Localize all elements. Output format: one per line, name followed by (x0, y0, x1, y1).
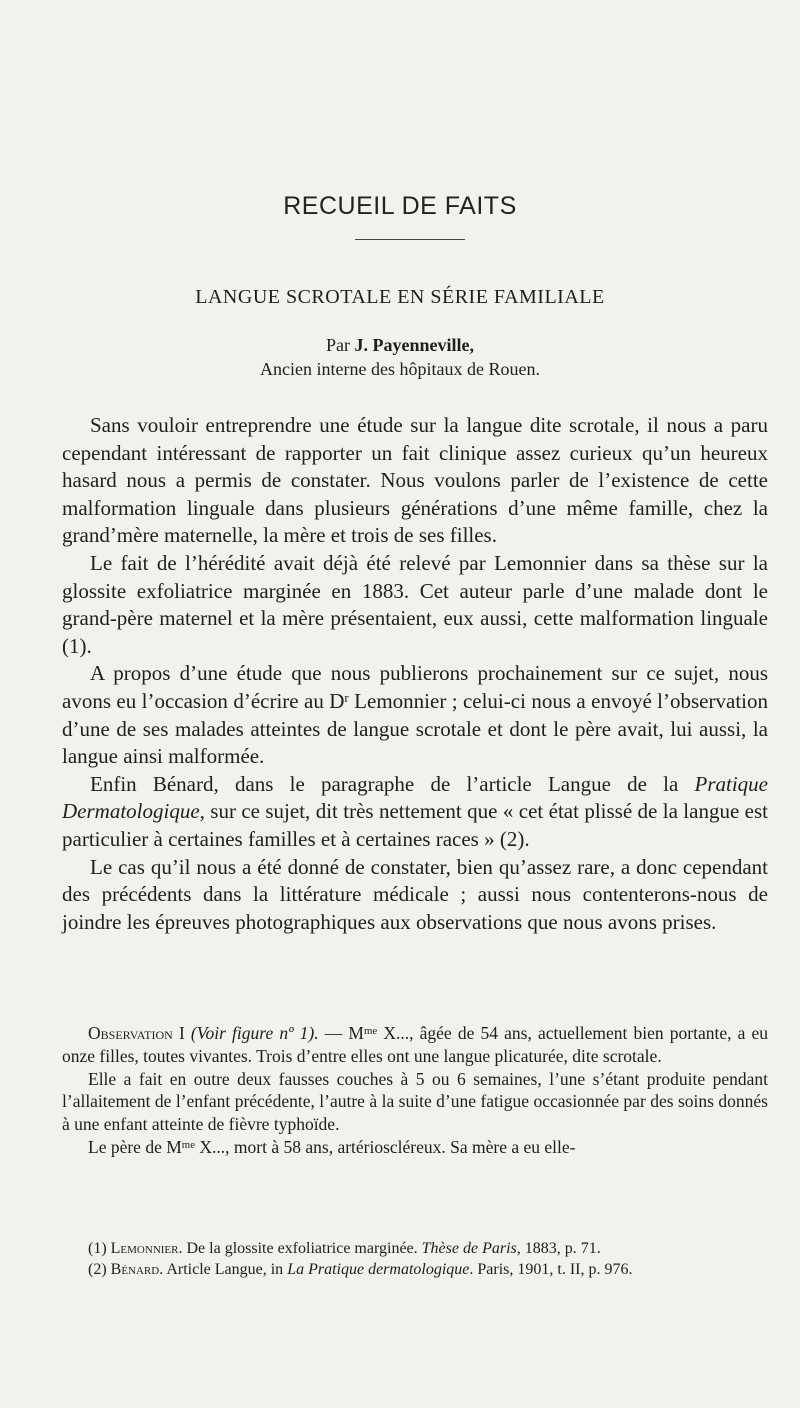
observation-paragraph-3 (62, 1136, 768, 1159)
footnote-2-number: (2) (88, 1261, 107, 1278)
by-prefix: Par (326, 335, 350, 355)
paragraph-3-text-end: Lemonnier ; celui-ci nous a envoyé l’observation d’une de ses malades atteintes de langue scrotale et dont le père avait, lui aussi, la langue ainsi malformée. (62, 688, 768, 769)
observation-3-text: Le père de M (88, 1136, 182, 1157)
observation-label: Observation I (88, 1023, 185, 1043)
title-divider (355, 239, 465, 240)
observation-paragraph-1 (62, 1022, 768, 1068)
footnote-1 (62, 1238, 768, 1259)
observation-section (62, 1022, 768, 1159)
footnote-2-title: La Pratique dermatologique (287, 1261, 470, 1278)
observation-text-end: X..., âgée de 54 ans, actuellement bien portante, a eu onze filles, toutes vivantes. Trois d’entre elles ont une langue plicaturée, dite scrotale. (62, 1023, 769, 1066)
article-body (62, 412, 768, 936)
doctor-superscript: r (344, 690, 349, 706)
author-line (0, 333, 800, 357)
paragraph-3-text: A propos d’une étude que nous publierons prochainement sur ce sujet, nous avons eu l’occasion d’écrire au D (62, 661, 768, 713)
footnote-1-end: , 1883, p. 71. (516, 1240, 601, 1257)
paragraph-3 (62, 660, 768, 770)
observation-text: — M (318, 1023, 364, 1043)
footnote-1-author: Lemonnier. (110, 1240, 183, 1257)
observation-3-text-end: X..., mort à 58 ans, artérioscléreux. Sa mère a eu elle- (195, 1136, 576, 1157)
paragraph-2: Le fait de l’hérédité avait déjà été relevé par Lemonnier dans sa thèse sur la glossite exfoliatrice marginée en 1883. Cet auteur parle d’une malade dont le grand-père maternel et la mère présentaient, eux aussi, cette malformation linguale (1). (62, 550, 768, 658)
footnote-1-number: (1) (88, 1240, 107, 1257)
figure-reference: (Voir figure nº 1). (190, 1023, 319, 1043)
madame-superscript: me (363, 1025, 378, 1038)
footnote-2-author: Bénard. (110, 1261, 164, 1278)
author-affiliation: Ancien interne des hôpitaux de Rouen. (260, 359, 540, 379)
paragraph-5: Le cas qu’il nous a été donné de constater, bien qu’assez rare, a donc cependant des précédents dans la littérature médicale ; aussi nous contenterons-nous de joindre les épreuves photographiques aux observations que nous avons prises. (62, 854, 768, 934)
footnotes (62, 1238, 768, 1280)
section-heading: RECUEIL DE FAITS (283, 192, 517, 220)
paragraph-4-text: Enfin Bénard, dans le paragraphe de l’article Langue de la (90, 771, 695, 796)
paragraph-4-text-end: , sur ce sujet, dit très nettement que « cet état plissé de la langue est particulier à certaines familles et à certaines races » (2). (62, 799, 768, 851)
article-title: LANGUE SCROTALE EN SÉRIE FAMILIALE (195, 286, 605, 308)
paragraph-1: Sans vouloir entreprendre une étude sur la langue dite scrotale, il nous a paru cependant intéressant de rapporter un fait clinique assez curieux qu’un heureux hasard nous a permis de constater. Nous voulons parler de l’existence de cette malformation linguale dans plusieurs générations d’une même famille, chez la grand’mère maternelle, la mère et trois de ses filles. (62, 413, 768, 548)
paragraph-4 (62, 771, 768, 854)
footnote-2-end: . Paris, 1901, t. II, p. 976. (469, 1261, 633, 1278)
footnote-2 (62, 1259, 768, 1280)
author-name: J. Payenneville, (354, 335, 474, 355)
observation-paragraph-2: Elle a fait en outre deux fausses couches à 5 ou 6 semaines, l’une s’étant produite pendant l’allaitement de l’enfant précédente, l’autre à la suite d’une fatigue occasionnée par des soins donnés à une enfant atteinte de fièvre typhoïde. (62, 1068, 768, 1135)
madame-superscript: me (181, 1139, 196, 1152)
byline (0, 333, 800, 381)
footnote-2-text: Article Langue, in (163, 1261, 288, 1278)
footnote-1-text: De la glossite exfoliatrice marginée. (182, 1240, 422, 1257)
book-title: Pratique Dermatologique (62, 771, 768, 824)
footnote-1-title: Thèse de Paris (421, 1240, 517, 1257)
